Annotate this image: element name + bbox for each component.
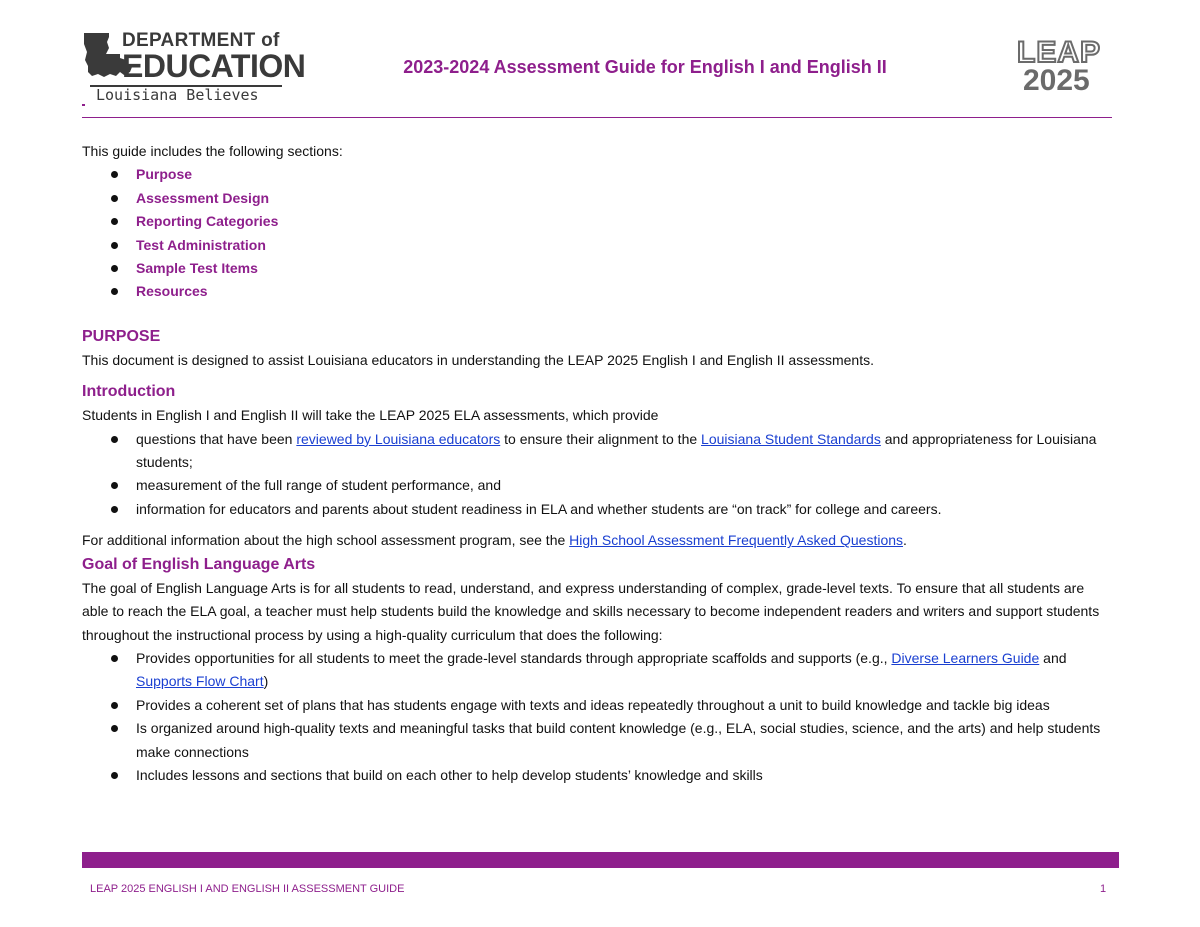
list-item <box>82 717 1112 764</box>
toc-item-label[interactable]: Reporting Categories <box>136 213 279 230</box>
bullet-icon <box>111 218 118 225</box>
goal-heading: Goal of English Language Arts <box>82 555 316 573</box>
toc-item-label[interactable]: Sample Test Items <box>136 260 258 277</box>
bullet-icon <box>111 506 118 513</box>
document-body <box>82 140 1112 787</box>
text-fragment: and appropriateness for Louisiana students; <box>136 430 1097 471</box>
logo-tagline: Louisiana Believes <box>96 86 259 104</box>
bullet-icon <box>111 242 118 249</box>
bullet-icon <box>111 288 118 295</box>
text-fragment: to ensure their alignment to the <box>500 430 702 447</box>
logo-line-department: DEPARTMENT of <box>122 30 280 51</box>
list-item <box>82 498 1112 521</box>
bullet-icon <box>111 171 118 178</box>
bullet-icon <box>111 265 118 272</box>
toc-item-assessment-design[interactable] <box>82 187 1112 210</box>
bullet-icon <box>111 702 118 709</box>
list-item <box>82 647 1112 694</box>
bullet-icon <box>111 195 118 202</box>
toc-item-sample-test-items[interactable] <box>82 257 1112 280</box>
leap-logo-year: 2025 <box>1023 64 1090 97</box>
bullet-icon <box>111 725 118 732</box>
text-fragment: and <box>1039 649 1067 666</box>
toc-item-label[interactable]: Purpose <box>136 166 193 183</box>
high-school-faq-link[interactable]: High School Assessment Frequently Asked Questions <box>569 532 904 549</box>
list-item-text: Is organized around high-quality texts and meaningful tasks that build content knowledge (e.g., ELA, social studies, science, and the arts) and help students make connections <box>136 720 1101 760</box>
toc-item-purpose[interactable] <box>82 163 1112 186</box>
toc-item-reporting-categories[interactable] <box>82 210 1112 233</box>
bullet-icon <box>111 772 118 779</box>
toc-item-label[interactable]: Test Administration <box>136 236 266 253</box>
list-item <box>82 694 1112 717</box>
list-item <box>82 428 1112 475</box>
toc-item-label[interactable]: Resources <box>136 283 208 300</box>
bullet-icon <box>111 482 118 489</box>
footer-title: LEAP 2025 ENGLISH I AND ENGLISH II ASSESSMENT GUIDE <box>90 883 405 895</box>
header-divider <box>82 117 1112 118</box>
purpose-heading: PURPOSE <box>82 327 161 345</box>
list-item-text: Provides a coherent set of plans that has students engage with texts and ideas repeatedly throughout a unit to build knowledge and tackle big ideas <box>136 696 1050 713</box>
diverse-learners-guide-link[interactable]: Diverse Learners Guide <box>891 649 1040 666</box>
logo-line-education: EDUCATION <box>122 48 306 84</box>
toc-intro: This guide includes the following sections: <box>82 143 343 159</box>
bullet-icon <box>111 655 118 662</box>
text-fragment: ) <box>263 673 269 690</box>
table-of-contents <box>82 163 1112 303</box>
list-item-text: measurement of the full range of student performance, and <box>136 477 501 494</box>
list-item <box>82 764 1112 787</box>
goal-list <box>82 647 1112 787</box>
footer-bar <box>82 852 1119 868</box>
toc-item-test-administration[interactable] <box>82 234 1112 257</box>
goal-text: The goal of English Language Arts is for all students to read, understand, and express understanding of complex, grade-level texts. To ensure that all students are able to reach the ELA goal, a teacher must help students build the knowledge and skills necessary to become independent readers and writers and support students throughout the instructional process by using a high-quality curriculum that does the following: <box>82 579 1100 643</box>
additional-info-text <box>82 529 1112 552</box>
toc-item-label[interactable]: Assessment Design <box>136 189 270 206</box>
introduction-lead: Students in English I and English II will take the LEAP 2025 ELA assessments, which provide <box>82 407 659 424</box>
leap-2025-logo <box>1017 38 1121 96</box>
text-fragment: questions that have been <box>136 430 297 447</box>
document-title: 2023-2024 Assessment Guide for English I and English II <box>403 57 887 77</box>
reviewed-by-educators-link[interactable]: reviewed by Louisiana educators <box>296 430 501 447</box>
list-item <box>82 474 1112 497</box>
purpose-text: This document is designed to assist Louisiana educators in understanding the LEAP 2025 English I and English II assessments. <box>82 351 874 368</box>
bullet-icon <box>111 436 118 443</box>
toc-item-resources[interactable] <box>82 280 1112 303</box>
page-number: 1 <box>1100 883 1107 895</box>
introduction-list <box>82 428 1112 522</box>
supports-flow-chart-link[interactable]: Supports Flow Chart <box>136 673 264 690</box>
introduction-heading: Introduction <box>82 383 176 401</box>
header-marker <box>82 104 85 106</box>
text-fragment: For additional information about the high school assessment program, see the <box>82 532 570 549</box>
text-fragment: . <box>903 532 907 549</box>
department-of-education-logo <box>82 28 306 110</box>
list-item-text: Includes lessons and sections that build on each other to help develop students’ knowledge and skills <box>136 766 763 783</box>
leap-logo-word: LEAP <box>1017 36 1102 69</box>
list-item-text: information for educators and parents about student readiness in ELA and whether students are “on track” for college and careers. <box>136 500 942 517</box>
text-fragment: Provides opportunities for all students to meet the grade-level standards through appropriate scaffolds and supports (e.g., <box>136 649 892 666</box>
louisiana-student-standards-link[interactable]: Louisiana Student Standards <box>701 430 881 447</box>
